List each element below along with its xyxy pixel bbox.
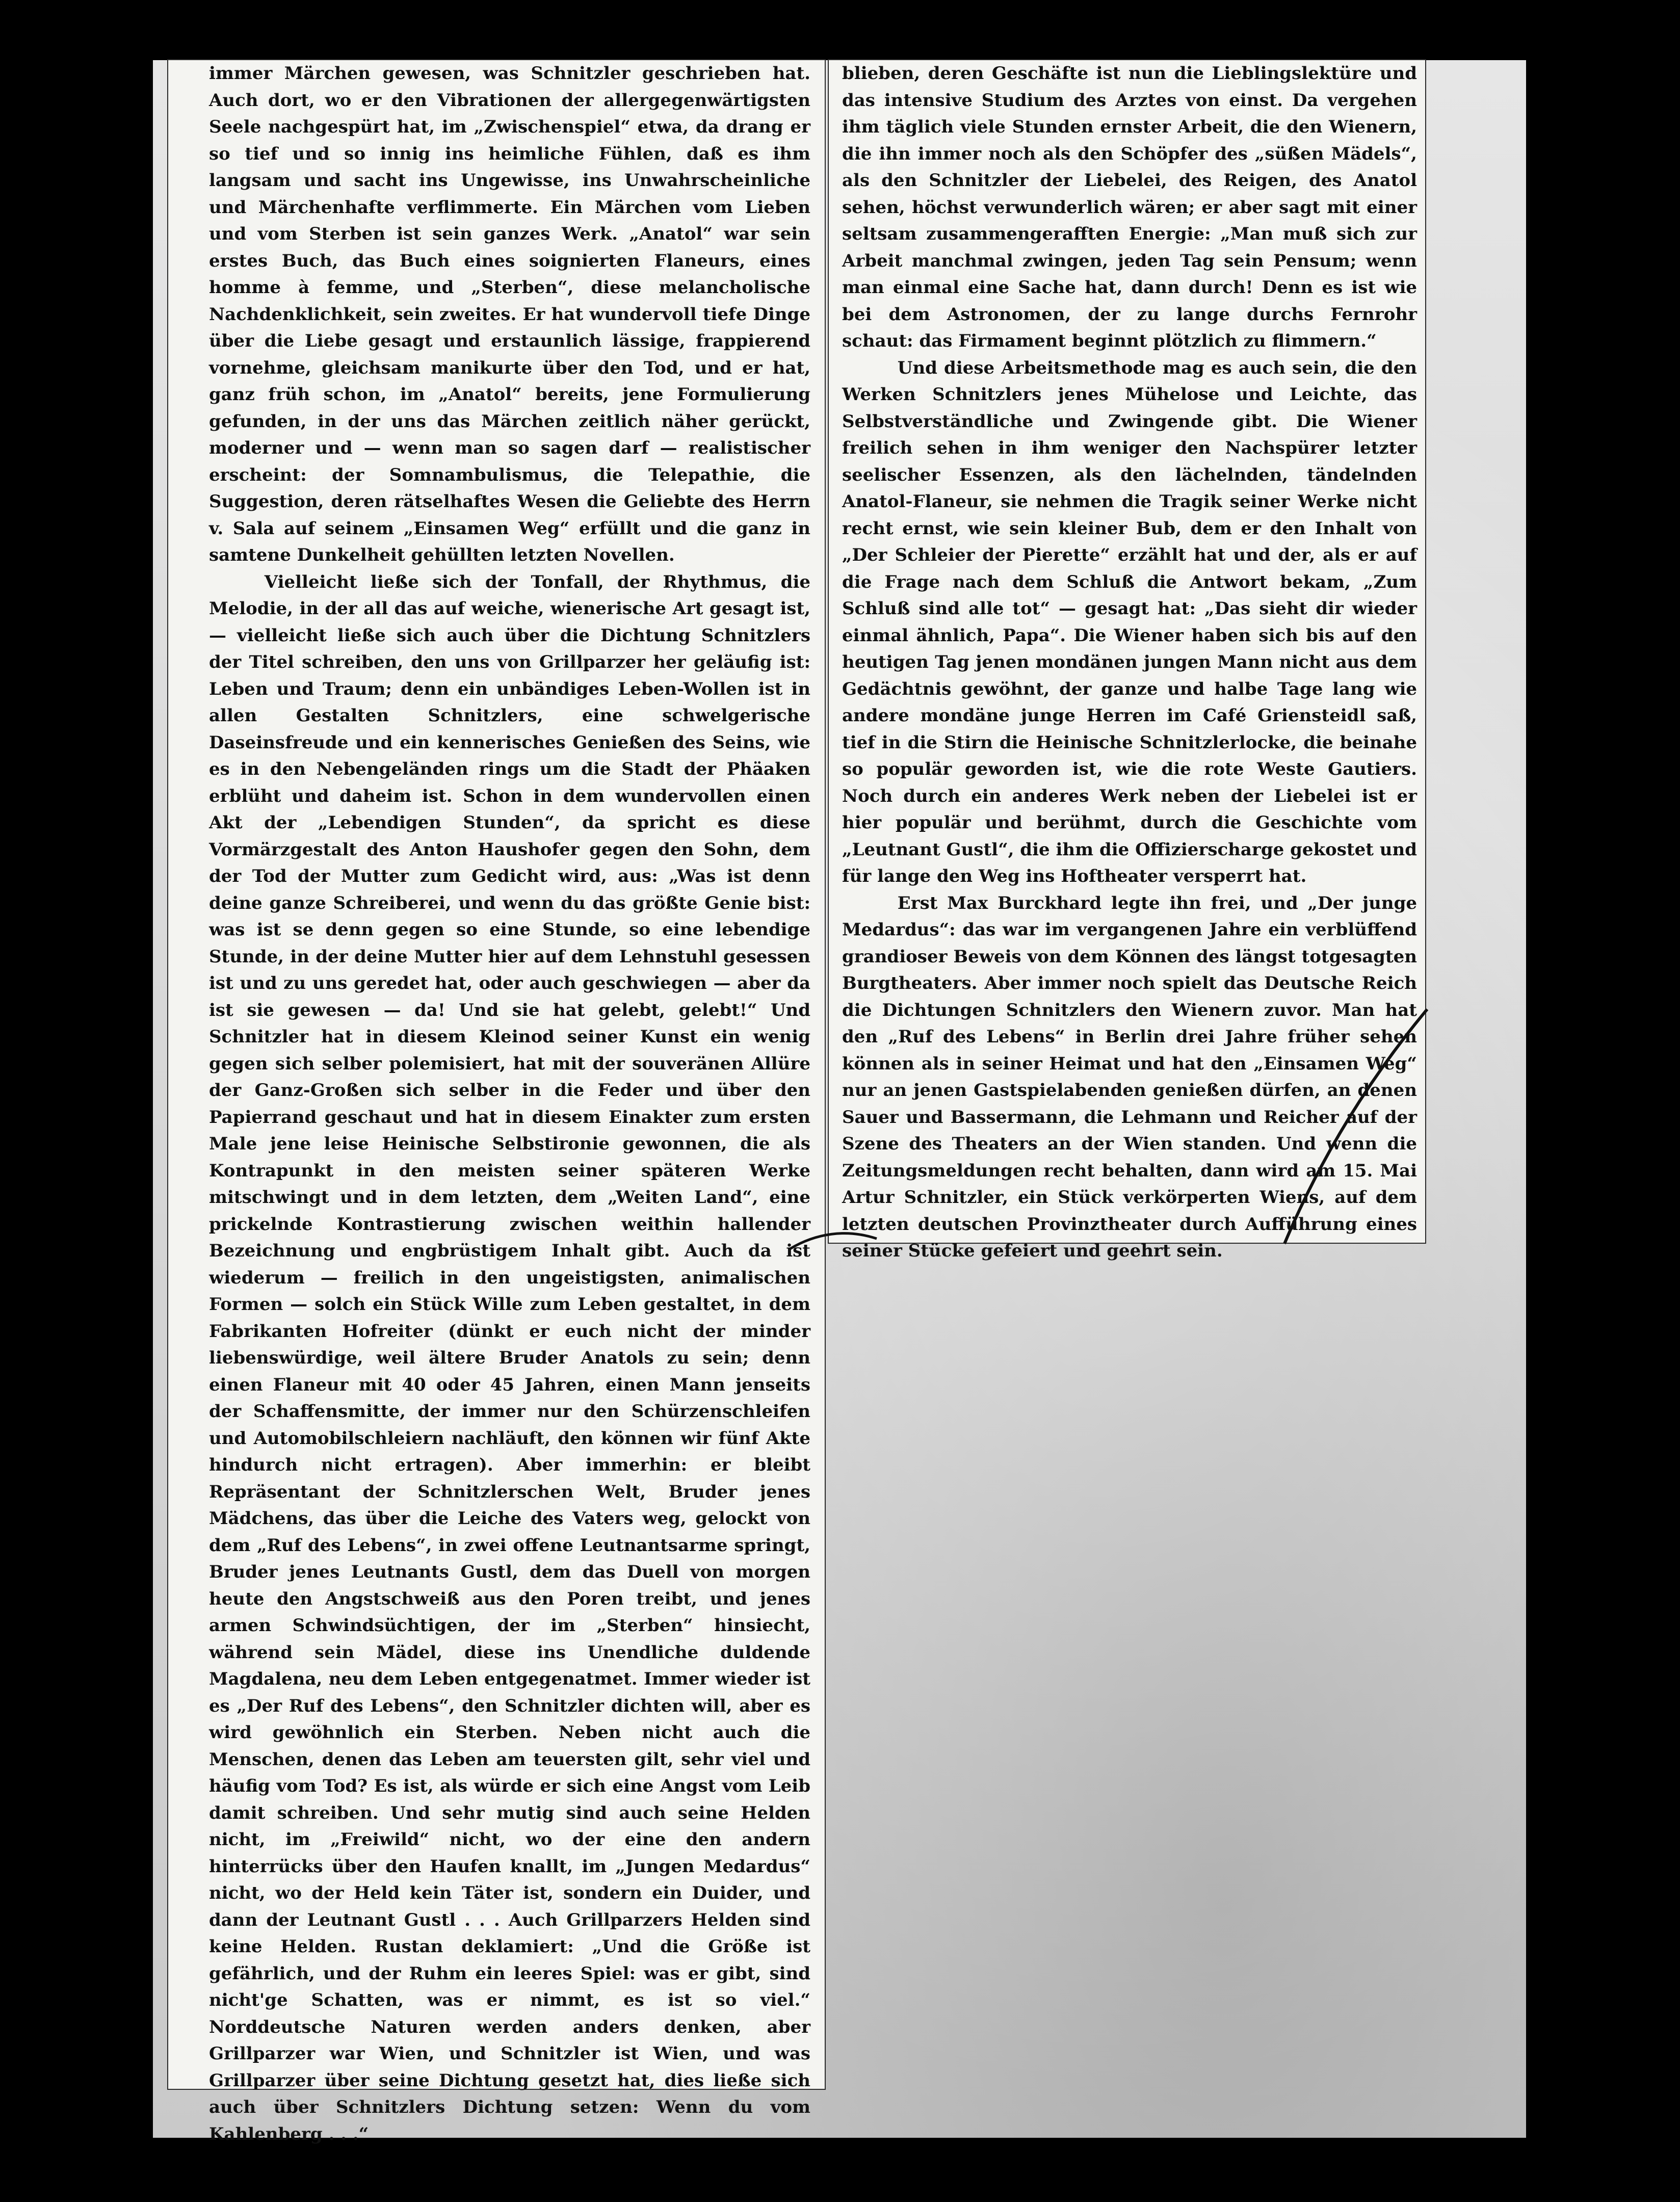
paragraph: Erst Max Burckhard legte ihn frei, und „Der junge Medardus“: das war im vergangenen Jahre ein verblüffend grandioser Beweis von dem Können des längst totgesagten Burgtheaters. Aber immer noch spielt das Deutsche Reich die Dichtungen Schnitzlers den Wienern zuvor. Man hat den „Ruf des Lebens“ in Berlin drei Jahre früher sehen können als in seiner Heimat und hat den „Einsamen Weg“ nur an jenen Gastspielabenden genießen dürfen, an denen Sauer und Bassermann, die Lehmann und Reicher auf der Szene des Theaters an der Wien standen. Und wenn die Zeitungsmeldungen recht behalten, dann wird am 15. Mai Artur Schnitzler, ein Stück verkörperten Wiens, auf dem letzten deutschen Provinztheater durch Aufführung eines seiner Stücke gefeiert und geehrt sein. — [842, 893, 1417, 1261]
paragraph: blieben, deren Geschäfte ist nun die Lieblingslektüre und das intensive Studium des Arztes von einst. Da vergehen ihm täglich viele Stunden ernster Arbeit, die den Wienern, die ihn immer noch als den Schöpfer des „süßen Mädels“, als den Schnitzler der Liebelei, des Reigen, des Anatol sehen, höchst verwunderlich wären; er aber sagt mit einer seltsam zusammengerafften Energie: „Man muß sich zur Arbeit manchmal zwingen, jeden Tag sein Pensum; wenn man einmal eine Sache hat, dann durch! Denn es ist wie bei dem Astronomen, der zu lange durchs Fernrohr schaut: das Firmament beginnt plötzlich zu flimmern.“ — [842, 63, 1417, 351]
paragraph: Vielleicht ließe sich der Tonfall, der Rhythmus, die Melodie, in der all das auf weiche, wienerische Art gesagt ist, — vielleicht ließe sich auch über die Dichtung Schnitzlers der Titel schreiben, den uns von Grillparzer her geläufig ist: Leben und Traum; denn ein unbändiges Leben-Wollen ist in allen Gestalten Schnitzlers, eine schwelgerische Daseinsfreude und ein kennerisches Genießen des Seins, wie es in den Nebengeländen rings um die Stadt der Phäaken erblüht und daheim ist. Schon in dem wundervollen einen Akt der „Lebendigen Stunden“, da spricht es diese Vormärzgestalt des Anton Haushofer gegen den Sohn, dem der Tod der Mutter zum Gedicht wird, aus: „Was ist denn deine ganze Schreiberei, und wenn du das größte Genie bist: was ist se denn gegen so eine Stunde, so eine lebendige Stunde, in der deine Mutter hier auf dem Lehnstuhl gesessen ist und zu uns geredet hat, oder auch geschwiegen — aber da ist sie gewesen — da! Und sie hat gelebt, gelebt!“ Und Schnitzler hat in diesem Kleinod seiner Kunst ein wenig gegen sich selber polemisiert, hat mit der souveränen Allüre der Ganz-Großen sich selber in die Feder und über den Papierrand geschaut und hat in diesem Einakter zum ersten Male jene leise Heinische Selbstironie gewonnen, die als Kontrapunkt in den meisten seiner späteren Werke mitschwingt und in dem letzten, dem „Weiten Land“, eine prickelnde Kontrastierung zwischen weithin hallender Bezeichnung und engbrüstigem Inhalt gibt. Auch da ist wiederum — freilich in den ungeistigsten, animalischen Formen — solch ein Stück Wille zum Leben gestaltet, in dem Fabrikanten Hofreiter (dünkt er euch nicht der minder liebenswürdige, weil ältere Bruder Anatols zu sein; denn einen Flaneur mit 40 oder 45 Jahren, einen Mann jenseits der Schaffensmitte, der immer nur den Schürzenschleifen und Automobilschleiern nachläuft, den können wir fünf Akte hindurch nicht ertragen). Aber immerhin: er bleibt Repräsentant der Schnitzlerschen Welt, Bruder jenes Mädchens, das über die Leiche des Vaters weg, gelockt von dem „Ruf des Lebens“, in zwei offene Leutnantsarme springt, Bruder jenes Leutnants Gustl, dem das Duell von morgen heute den Angstschweiß aus den Poren treibt, und jenes armen Schwindsüchtigen, der im „Sterben“ hinsiecht, während sein Mädel, diese ins Unendliche duldende Magdalena, neu dem Leben entgegenatmet. Immer wieder ist es „Der Ruf des Lebens“, den Schnitzler dichten will, aber es wird gewöhnlich ein Sterben. Neben nicht auch die Menschen, denen das Leben am teuersten gilt, sehr viel und häufig vom Tod? Es ist, als würde er sich eine Angst vom Leib damit schreiben. Und sehr mutig sind auch seine Helden nicht, im „Freiwild“ nicht, wo der eine den andern hinterrücks über den Haufen knallt, im „Jungen Medardus“ nicht, wo der Held kein Täter ist, sondern ein Duider, und dann der Leutnant Gustl . . . Auch Grillparzers Helden sind keine Helden. Rustan deklamiert: „Und die Größe ist gefährlich, und der Ruhm ein leeres Spiel: was er gibt, sind nicht'ge Schatten, was er nimmt, es ist so viel.“ Norddeutsche Naturen werden anders denken, aber Grillparzer war Wien, und Schnitzler ist Wien, und was Grillparzer über seine Dichtung gesetzt hat, dies ließe sich auch über Schnitzlers Dichtung setzen: Wenn du vom Kahlenberg . . .“ — [209, 571, 810, 2144]
paragraph: Und diese Arbeitsmethode mag es auch sein, die den Werken Schnitzlers jenes Mühelose und Leichte, das Selbstverständliche und Zwingende gibt. Die Wiener freilich sehen in ihm weniger den Nachspürer letzter seelischer Essenzen, als den lächelnden, tändelnden Anatol-Flaneur, sie nehmen die Tragik seiner Werke nicht recht ernst, wie sein kleiner Bub, dem er den Inhalt von „Der Schleier der Pierette“ erzählt hat und der, als er auf die Frage nach dem Schluß die Antwort bekam, „Zum Schluß sind alle tot“ — gesagt hat: „Das sieht dir wieder einmal ähnlich, Papa“. Die Wiener haben sich bis auf den heutigen Tag jenen mondänen jungen Mann nicht aus dem Gedächtnis gewöhnt, der ganze und halbe Tage lang wie andere mondäne junge Herren im Café Griensteidl saß, tief in die Stirn die Heinische Schnitzlerlocke, die beinahe so populär geworden ist, wie die rote Weste Gautiers. Noch durch ein anderes Werk neben der Liebelei ist er hier populär und berühmt, durch die Geschichte vom „Leutnant Gustl“, die ihm die Offizierscharge gekostet und für lange den Weg ins Hoftheater versperrt hat. — [842, 357, 1417, 886]
paragraph: immer Märchen gewesen, was Schnitzler geschrieben hat. Auch dort, wo er den Vibrationen der allergegenwärtigsten Seele nachgespürt hat, im „Zwischenspiel“ etwa, da drang er so tief und so innig ins heimliche Fühlen, daß es ihm langsam und sacht ins Ungewisse, ins Unwahrscheinliche und Märchenhafte verflimmerte. Ein Märchen vom Lieben und vom Sterben ist sein ganzes Werk. „Anatol“ war sein erstes Buch, das Buch eines soignierten Flaneurs, eines homme à femme, und „Sterben“, diese melancholische Nachdenklichkeit, sein zweites. Er hat wundervoll tiefe Dinge über die Liebe gesagt und erstaunlich lässige, frappierend vornehme, gleichsam manikurte über den Tod, und er hat, ganz früh schon, im „Anatol“ bereits, jene Formulierung gefunden, in der uns das Märchen zeitlich näher gerückt, moderner und — wenn man so sagen darf — realistischer erscheint: der Somnambulismus, die Telepathie, die Suggestion, deren rätselhaftes Wesen die Geliebte des Herrn v. Sala auf seinem „Einsamen Weg“ erfüllt und die ganz in samtene Dunkelheit gehüllten letzten Novellen. — [209, 63, 810, 565]
